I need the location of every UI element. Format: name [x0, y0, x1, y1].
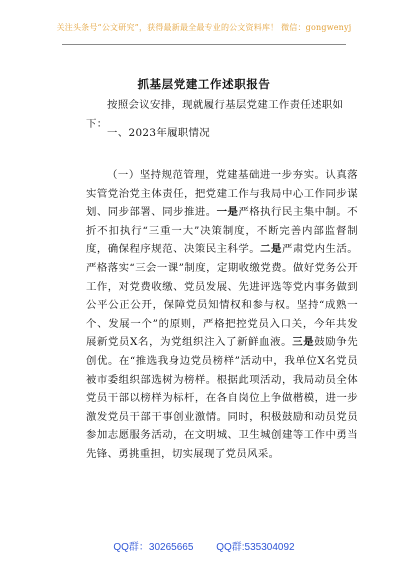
- body-text-2: 严格执行民主集中制。不折不扣执行“三重一大”决策制度，不断完善内部监督制度，确保程序规范、决策民主科学。: [86, 206, 358, 256]
- header-banner: 关注头条号“公文研究”，获得最新最全最专业的公文资料库！ 微信：gongwenyj: [56, 23, 352, 32]
- intro-paragraph: 按照会议安排，现就履行基层党建工作责任述职如下：: [86, 99, 344, 130]
- body-text-4: 鼓励争先创优。在“推选我身边党员榜样”活动中，我单位X名党员被市委组织部选树为榜样。根据此项活动，我局动员全体党员干部以榜样为标杆，在各自岗位上争做楷模，进一步激发党员干部干事创业激情。同时，积极鼓励和动员党员参加志愿服务活动，在文明城、卫生城创建等工作中勇当先锋、勇挑重担，切实展现了党员风采。: [86, 336, 359, 460]
- footer-qq-group-2: QQ群:535304092: [216, 542, 295, 553]
- section-heading: 一、2023年履职情况: [107, 127, 211, 139]
- header-divider: [62, 44, 346, 45]
- footer: [0, 538, 408, 553]
- point-three-marker: 三是: [292, 336, 315, 349]
- body-paragraph: [86, 166, 358, 464]
- point-two-marker: 二是: [260, 243, 282, 256]
- footer-qq-group-1: QQ群：30265665: [113, 542, 194, 553]
- body-text-1: （一）坚持规范管理，党建基础进一步夯实。认真落实管党治党主体责任，把党建工作与我局中心工作同步谋划、同步部署、同步推进。: [86, 169, 358, 219]
- body-text-3: 严肃党内生活。严格落实“三会一课”制度，定期收缴党费。做好党务公开工作，对党费收缴、党员发展、先进评选等党内事务做到公平公正公开，保障党员知情权和参与权。坚持“成熟一个、发展一个”的原则，严格把控党员入口关，今年共发展新党员X名，为党组织注入了新鲜血液。: [86, 243, 359, 349]
- document-title: 抓基层党建工作述职报告: [137, 77, 271, 91]
- point-one-marker: 一是: [216, 206, 239, 219]
